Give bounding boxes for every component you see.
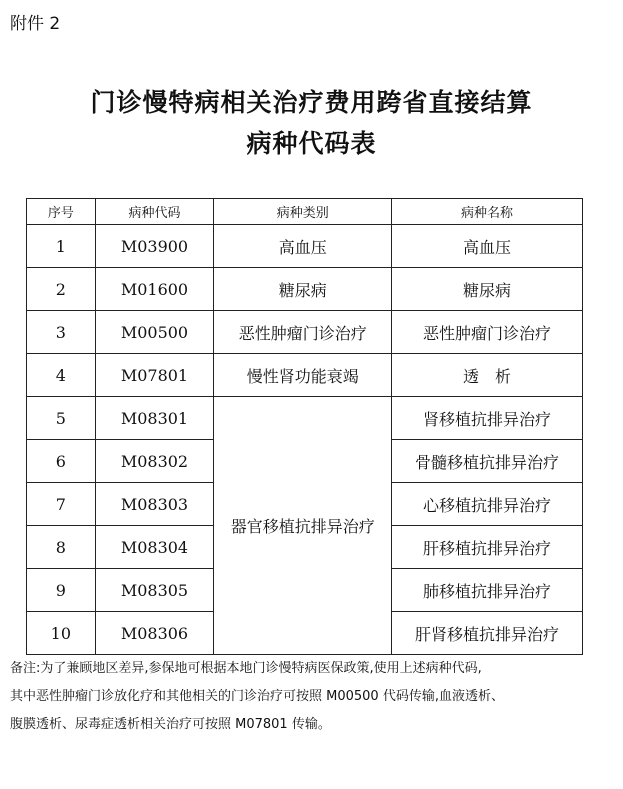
row-number: 8 bbox=[27, 526, 96, 569]
disease-name: 肾移植抗排异治疗 bbox=[392, 397, 583, 440]
row-number: 7 bbox=[27, 483, 96, 526]
column-header-name: 病种名称 bbox=[392, 199, 583, 225]
disease-name: 高血压 bbox=[392, 225, 583, 268]
footnote-line: 腹膜透析、尿毒症透析相关治疗可按照 M07801 传输。 bbox=[10, 717, 331, 732]
disease-name: 心移植抗排异治疗 bbox=[392, 483, 583, 526]
document-subtitle: 病种代码表 bbox=[246, 129, 377, 158]
disease-code: M01600 bbox=[95, 268, 214, 311]
attachment-label: 附件 2 bbox=[10, 14, 61, 34]
disease-code: M08301 bbox=[95, 397, 214, 440]
disease-name: 肝移植抗排异治疗 bbox=[392, 526, 583, 569]
row-number: 10 bbox=[27, 612, 96, 655]
table-row bbox=[27, 397, 583, 440]
disease-code: M08302 bbox=[95, 440, 214, 483]
disease-category: 慢性肾功能衰竭 bbox=[214, 354, 392, 397]
disease-category: 恶性肿瘤门诊治疗 bbox=[214, 311, 392, 354]
disease-category: 糖尿病 bbox=[214, 268, 392, 311]
disease-name: 恶性肿瘤门诊治疗 bbox=[392, 311, 583, 354]
disease-code: M08304 bbox=[95, 526, 214, 569]
disease-name: 肺移植抗排异治疗 bbox=[392, 569, 583, 612]
disease-name: 肝肾移植抗排异治疗 bbox=[392, 612, 583, 655]
disease-code: M08305 bbox=[95, 569, 214, 612]
disease-category-merged: 器官移植抗排异治疗 bbox=[214, 397, 392, 655]
footnote-line: 其中恶性肿瘤门诊放化疗和其他相关的门诊治疗可按照 M00500 代码传输,血液透析、 bbox=[10, 689, 504, 704]
column-header-number: 序号 bbox=[27, 199, 96, 225]
disease-code: M08303 bbox=[95, 483, 214, 526]
table-row bbox=[27, 225, 583, 268]
disease-name: 骨髓移植抗排异治疗 bbox=[392, 440, 583, 483]
column-header-category: 病种类别 bbox=[214, 199, 392, 225]
table-row bbox=[27, 268, 583, 311]
disease-code: M00500 bbox=[95, 311, 214, 354]
disease-code: M03900 bbox=[95, 225, 214, 268]
disease-category: 高血压 bbox=[214, 225, 392, 268]
table-row bbox=[27, 311, 583, 354]
table-header-row bbox=[27, 199, 583, 225]
disease-code-table bbox=[26, 198, 583, 655]
disease-code: M08306 bbox=[95, 612, 214, 655]
row-number: 6 bbox=[27, 440, 96, 483]
disease-code: M07801 bbox=[95, 354, 214, 397]
document-title: 门诊慢特病相关治疗费用跨省直接结算 bbox=[90, 88, 533, 117]
row-number: 9 bbox=[27, 569, 96, 612]
footnote bbox=[10, 655, 615, 739]
row-number: 5 bbox=[27, 397, 96, 440]
footnote-line: 备注:为了兼顾地区差异,参保地可根据本地门诊慢特病医保政策,使用上述病种代码, bbox=[10, 661, 482, 676]
column-header-code: 病种代码 bbox=[95, 199, 214, 225]
disease-name: 糖尿病 bbox=[392, 268, 583, 311]
table-row bbox=[27, 354, 583, 397]
row-number: 3 bbox=[27, 311, 96, 354]
row-number: 4 bbox=[27, 354, 96, 397]
row-number: 2 bbox=[27, 268, 96, 311]
disease-name: 透 析 bbox=[392, 354, 583, 397]
row-number: 1 bbox=[27, 225, 96, 268]
